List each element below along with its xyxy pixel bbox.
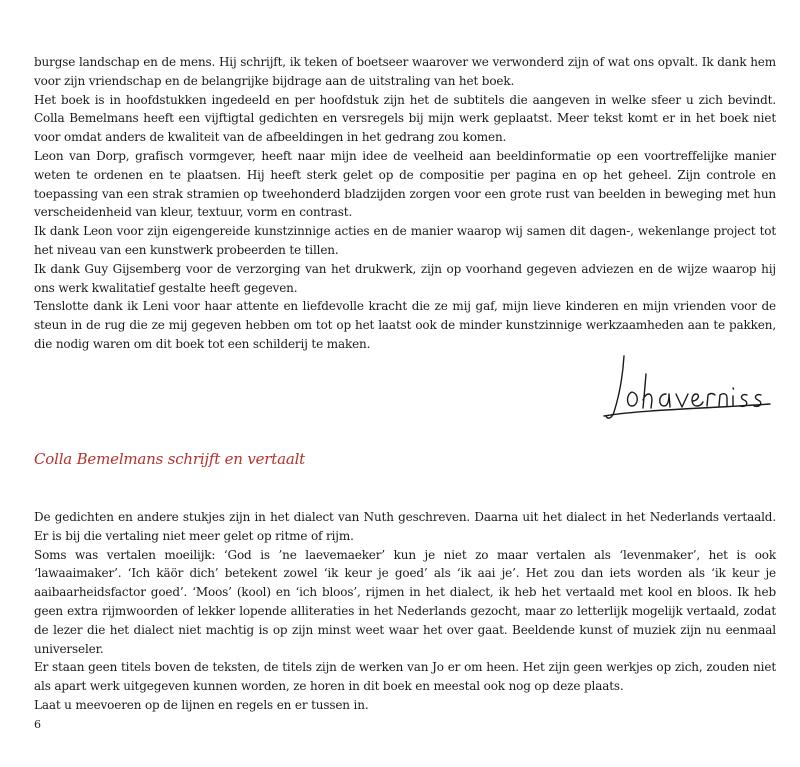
paragraph: burgse landschap en de mens. Hij schrijft, ik teken of boetseer waarover we verwonderd zijn of wat ons opvalt. Ik dank hem voor zijn vriendschap en de belangrijke bijdrage aan de uitstraling van het boek. <box>34 55 776 88</box>
paragraph: Tenslotte dank ik Leni voor haar attente en liefdevolle kracht die ze mij gaf, mijn lieve kinderen en mijn vrienden voor de steun in de rug die ze mij gegeven hebben om tot op het laatst ook de minder kunstzinnige werkzaamheden aan te pakken, die nodig waren om dit boek tot een schilderij te maken. <box>34 299 776 351</box>
paragraph: Er staan geen titels boven de teksten, de titels zijn de werken van Jo er om heen. Het zijn geen werkjes op zich, zouden niet als apart werk uitgegeven kunnen worden, ze horen in dit boek en meestal ook nog op deze plaats. <box>34 660 776 694</box>
body-text-section-one <box>34 53 776 354</box>
paragraph: De gedichten en andere stukjes zijn in het dialect van Nuth geschreven. Daarna uit het dialect in het Nederlands vertaald. Er is bij die vertaling niet meer gelet op ritme of rijm. <box>34 510 776 543</box>
paragraph: Het boek is in hoofdstukken ingedeeld en per hoofdstuk zijn het de subtitels die aangeven in welke sfeer u zich bevindt. Colla Bemelmans heeft een vijftigtal gedichten en versregels bij mijn werk geplaatst. Meer tekst komt er in het boek niet voor omdat anders de kwaliteit van de afbeeldingen in het gedrang zou komen. <box>34 92 776 145</box>
paragraph: Laat u meevoeren op de lijnen en regels en er tussen in. <box>34 697 369 712</box>
body-text-section-two <box>34 508 776 715</box>
section-heading: Colla Bemelmans schrijft en vertaalt <box>34 450 305 468</box>
paragraph: Leon van Dorp, grafisch vormgever, heeft naar mijn idee de veelheid aan beeldinformatie op een voortreffelijke manier weten te ordenen en te plaatsen. Hij heeft sterk gelet op de compositie per pagina en op het geheel. Zijn controle en toepassing van een strak stramien op tweehonderd bladzijden zorgen voor een grote rust van beelden in beweging met hun verscheidenheid van kleur, textuur, vorm en contrast. <box>34 148 776 220</box>
handwritten-signature <box>596 350 776 430</box>
paragraph: Soms was vertalen moeilijk: ‘God is ’ne laevemaeker’ kun je niet zo maar vertalen als ‘levenmaker’, het is ook ‘lawaaimaker’. ‘Ich käör dich’ betekent zowel ‘ik keur je goed’ als ‘ik aai je’. Het zou dan iets worden als ‘ik keur je aaibaarheidsfactor goed’. ‘Moos’ (kool) en ‘ich bloos’, rijmen in het dialect, ik heb het vertaald met kool en bloos. Ik heb geen extra rijmwoorden of lekker lopende alliteraties in het Nederlands gezocht, maar zo letterlijk mogelijk vertaald, zodat de lezer die het dialect niet machtig is op zijn minst weet waar het over gaat. Beeldende kunst of muziek zijn nu eenmaal universeler. <box>34 547 776 656</box>
page-number: 6 <box>34 718 41 731</box>
paragraph: Ik dank Guy Gijsemberg voor de verzorging van het drukwerk, zijn op voorhand gegeven adviezen en de wijze waarop hij ons werk kwalitatief gestalte heeft gegeven. <box>34 261 776 295</box>
paragraph: Ik dank Leon voor zijn eigengereide kunstzinnige acties en de manier waarop wij samen dit dagen-, wekenlange project tot het niveau van een kunstwerk probeerden te tillen. <box>34 224 776 257</box>
